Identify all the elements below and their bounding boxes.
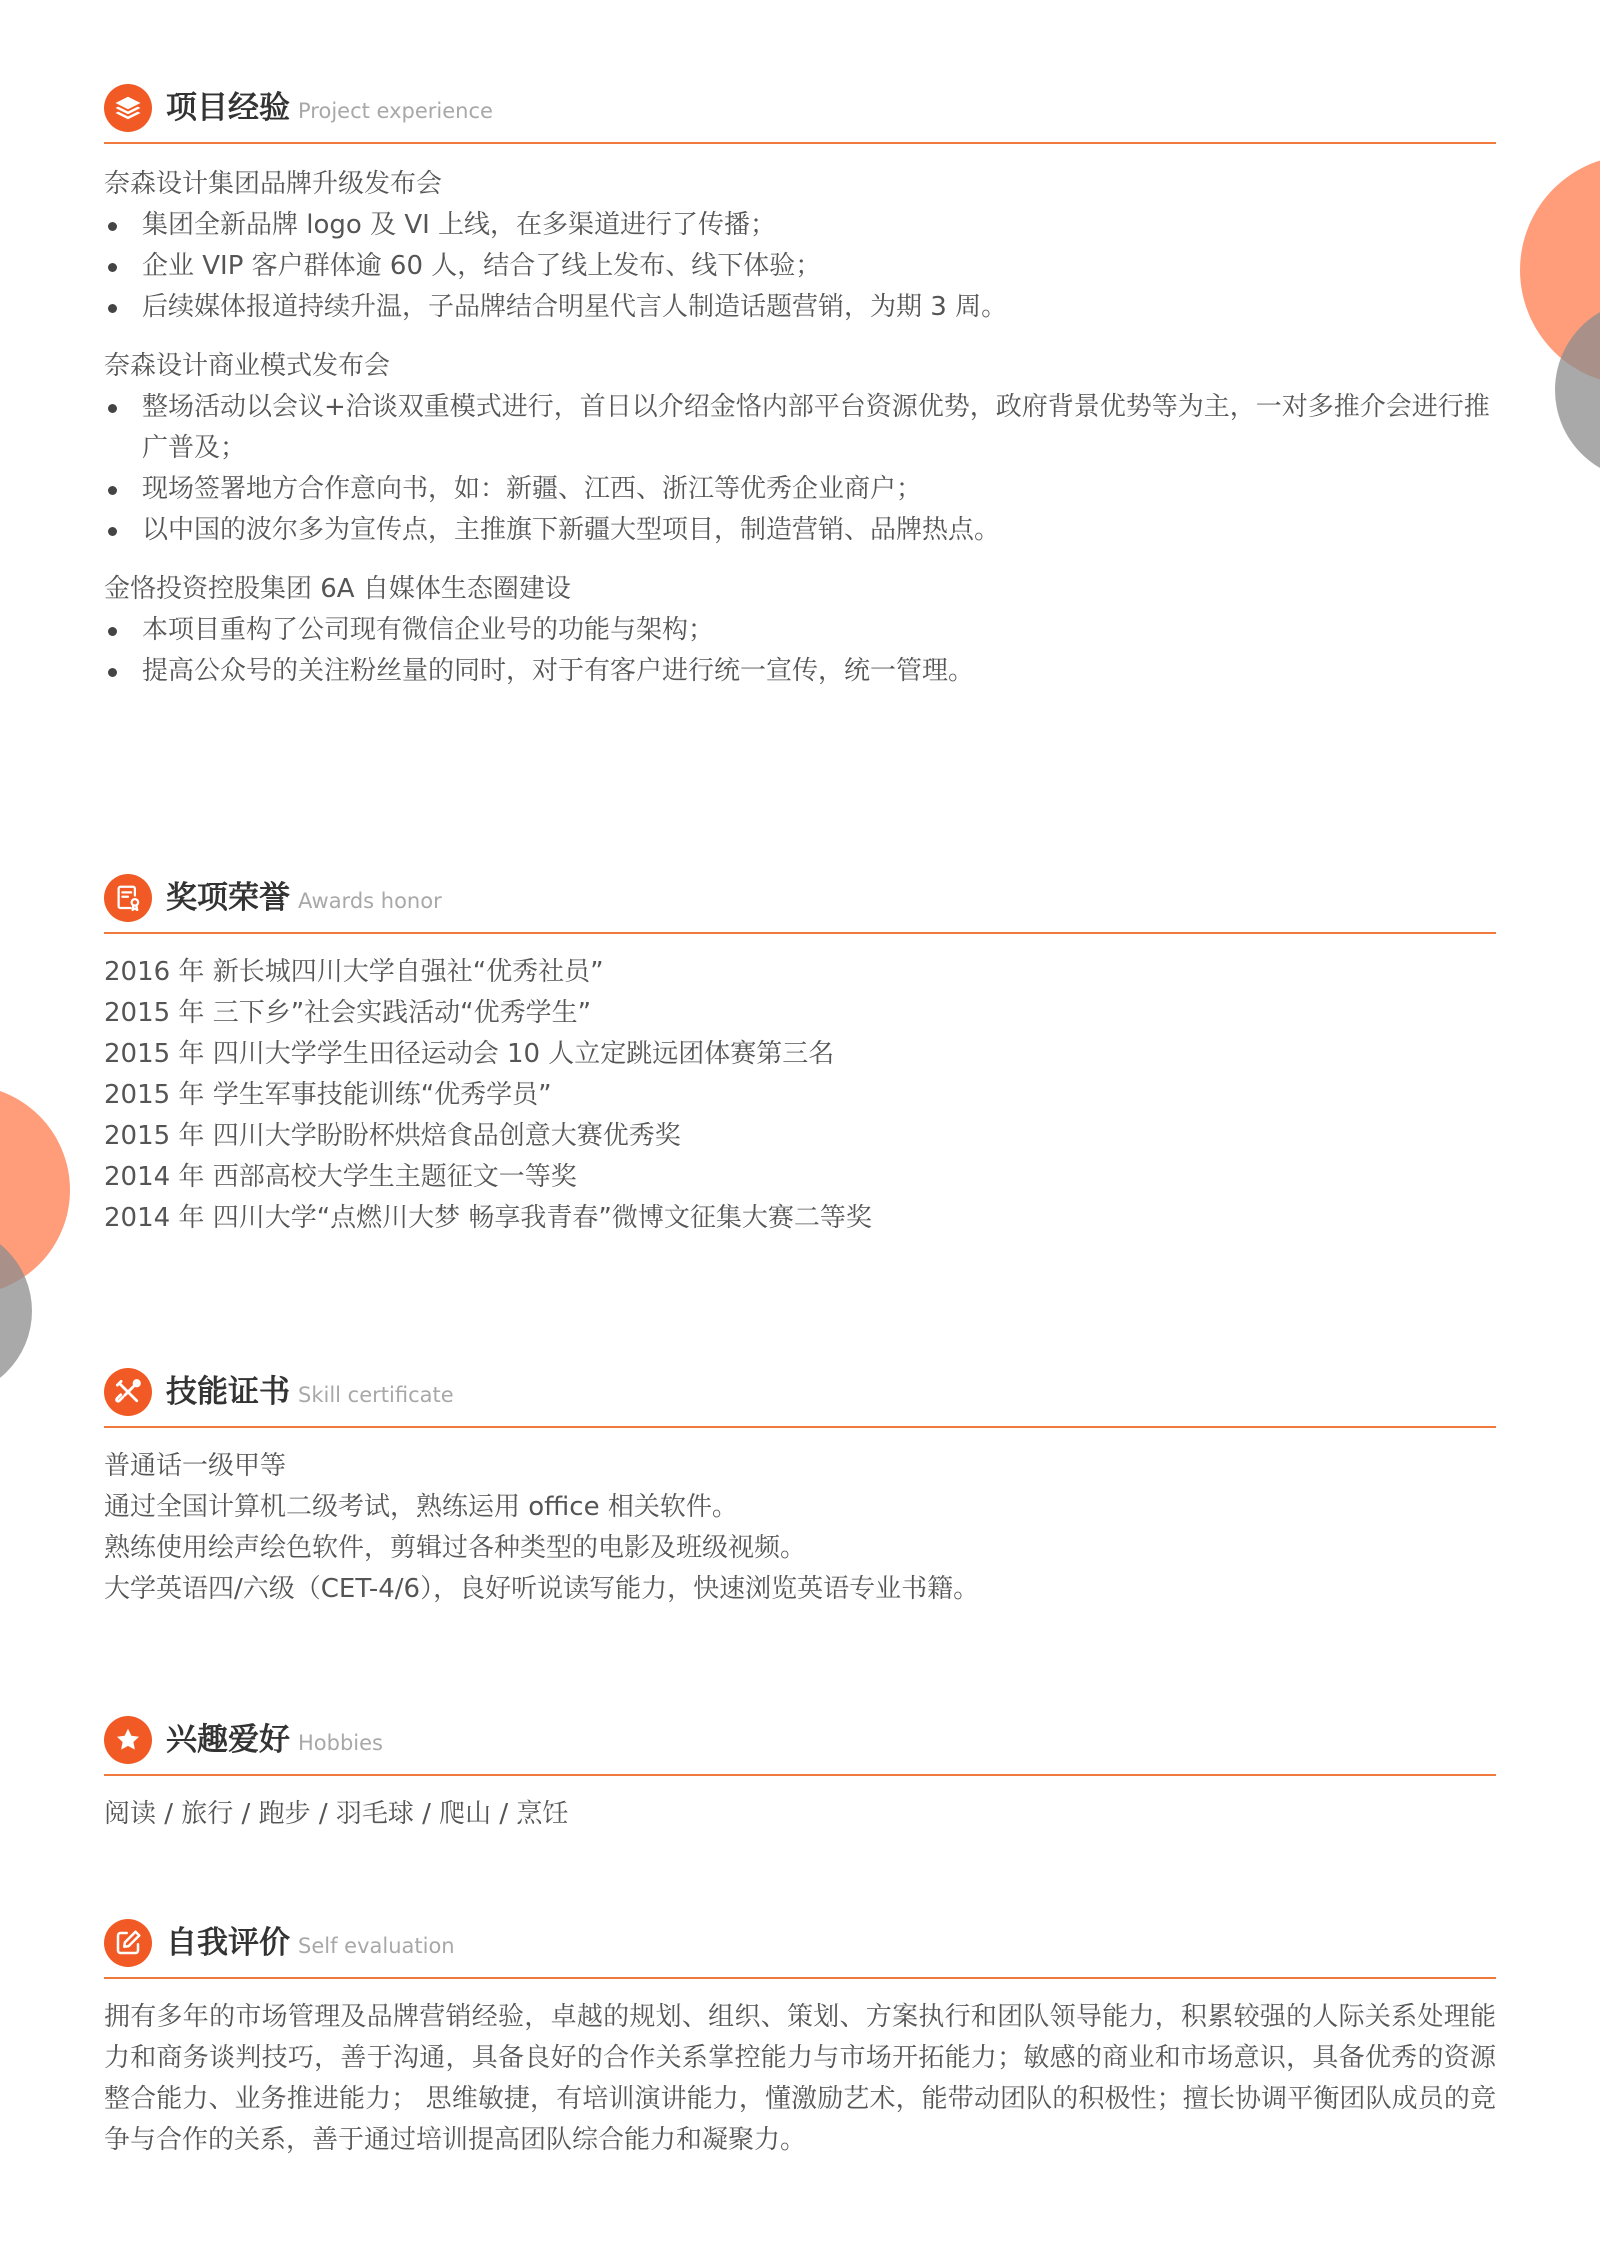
- list-item: 通过全国计算机二级考试，熟练运用 office 相关软件。: [104, 1492, 738, 1522]
- skills-list: [104, 1446, 1496, 1610]
- section-title-hobbies: 兴趣爱好 Hobbies: [166, 1722, 383, 1758]
- list-item: 2015 年 四川大学盼盼杯烘焙食品创意大赛优秀奖: [104, 1121, 681, 1151]
- list-item: 大学英语四/六级（CET-4/6），良好听说读写能力，快速浏览英语专业书籍。: [104, 1574, 980, 1604]
- section-title-projects: 项目经验 Project experience: [166, 90, 493, 126]
- section-header-skills: [104, 1366, 1496, 1428]
- project-bullets: [104, 610, 1496, 692]
- section-subtitle-self-evaluation: Self evaluation: [298, 1934, 455, 1958]
- list-item: 2015 年 三下乡”社会实践活动“优秀学生”: [104, 998, 592, 1028]
- list-item: 企业 VIP 客户群体逾 60 人，结合了线上发布、线下体验；: [104, 246, 1496, 287]
- project-title: 金恪投资控股集团 6A 自媒体生态圈建设: [104, 574, 571, 604]
- section-header-hobbies: [104, 1714, 1496, 1776]
- section-awards: [104, 872, 1496, 1239]
- section-title-self-evaluation: 自我评价 Self evaluation: [166, 1925, 455, 1961]
- star-icon: [104, 1716, 152, 1764]
- section-skills: [104, 1366, 1496, 1610]
- list-item: 2015 年 四川大学学生田径运动会 10 人立定跳远团体赛第三名: [104, 1039, 835, 1069]
- project-title: 奈森设计集团品牌升级发布会: [104, 169, 443, 199]
- list-item: 2014 年 四川大学“点燃川大梦 畅享我青春”微博文征集大赛二等奖: [104, 1203, 872, 1233]
- list-item: 现场签署地方合作意向书，如：新疆、江西、浙江等优秀企业商户；: [104, 469, 1496, 510]
- section-header-self-evaluation: [104, 1917, 1496, 1979]
- section-subtitle-projects: Project experience: [298, 99, 493, 123]
- list-item: 集团全新品牌 logo 及 VI 上线，在多渠道进行了传播；: [104, 205, 1496, 246]
- list-item: 本项目重构了公司现有微信企业号的功能与架构；: [104, 610, 1496, 651]
- awards-list: [104, 952, 1496, 1239]
- section-projects: [104, 82, 1496, 692]
- list-item: 熟练使用绘声绘色软件，剪辑过各种类型的电影及班级视频。: [104, 1533, 807, 1563]
- section-self-evaluation: [104, 1917, 1496, 2161]
- projects-content: [104, 164, 1496, 692]
- list-item: 2016 年 新长城四川大学自强社“优秀社员”: [104, 957, 604, 987]
- project-bullets: [104, 205, 1496, 328]
- list-item: 提高公众号的关注粉丝量的同时，对于有客户进行统一宣传，统一管理。: [104, 651, 1496, 692]
- section-title-skills: 技能证书 Skill certificate: [166, 1374, 454, 1410]
- hobbies-text: 阅读 / 旅行 / 跑步 / 羽毛球 / 爬山 / 烹饪: [104, 1799, 569, 1829]
- list-item: 以中国的波尔多为宣传点，主推旗下新疆大型项目，制造营销、品牌热点。: [104, 510, 1496, 551]
- list-item: 2014 年 西部高校大学生主题征文一等奖: [104, 1162, 577, 1192]
- section-header-awards: [104, 872, 1496, 934]
- project-bullets: [104, 387, 1496, 551]
- list-item: 后续媒体报道持续升温，子品牌结合明星代言人制造话题营销，为期 3 周。: [104, 287, 1496, 328]
- list-item: 整场活动以会议+洽谈双重模式进行，首日以介绍金恪内部平台资源优势，政府背景优势等为主，一对多推介会进行推广普及；: [104, 387, 1496, 469]
- certificate-icon: [104, 874, 152, 922]
- list-item: 2015 年 学生军事技能训练“优秀学员”: [104, 1080, 552, 1110]
- edit-icon: [104, 1919, 152, 1967]
- layers-icon: [104, 84, 152, 132]
- tools-icon: [104, 1368, 152, 1416]
- project-title: 奈森设计商业模式发布会: [104, 351, 391, 381]
- section-subtitle-awards: Awards honor: [298, 889, 442, 913]
- section-subtitle-skills: Skill certificate: [298, 1383, 454, 1407]
- section-hobbies: [104, 1714, 1496, 1835]
- section-title-awards: 奖项荣誉 Awards honor: [166, 880, 442, 916]
- list-item: 普通话一级甲等: [104, 1451, 287, 1481]
- section-subtitle-hobbies: Hobbies: [298, 1731, 383, 1755]
- self-evaluation-text: 拥有多年的市场管理及品牌营销经验，卓越的规划、组织、策划、方案执行和团队领导能力，积累较强的人际关系处理能力和商务谈判技巧，善于沟通，具备良好的合作关系掌控能力与市场开拓能力；敏感的商业和市场意识，具备优秀的资源整合能力、业务推进能力； 思维敏捷，有培训演讲能力，懂激励艺术，能带动团队的积极性；擅长协调平衡团队成员的竞争与合作的关系，善于通过培训提高团队综合能力和凝聚力。: [104, 2002, 1496, 2155]
- section-header-projects: [104, 82, 1496, 144]
